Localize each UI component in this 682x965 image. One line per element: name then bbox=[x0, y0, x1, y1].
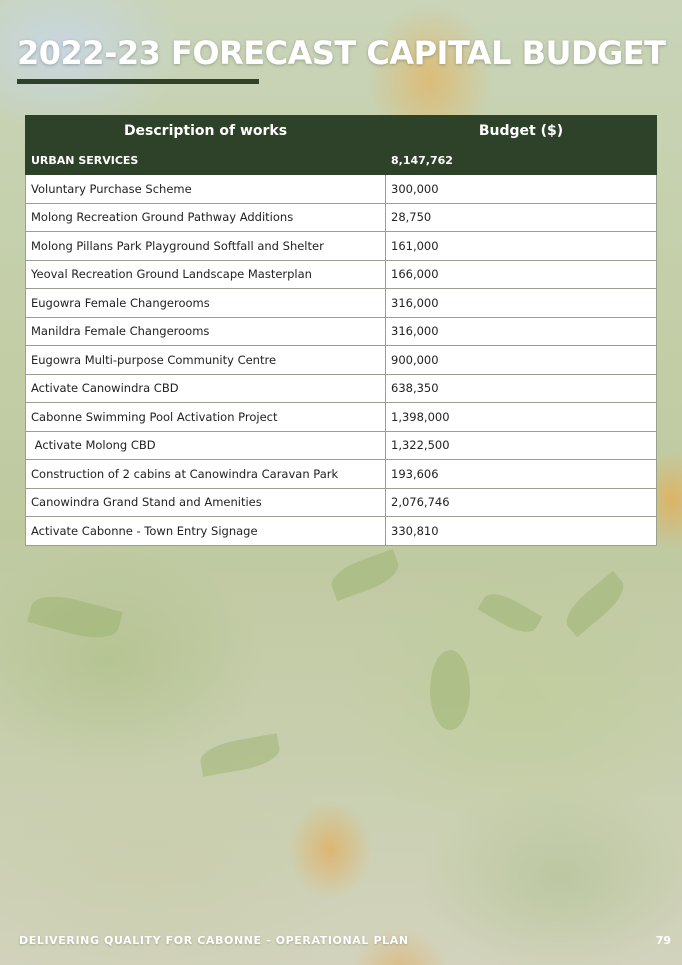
cell-description: Activate Canowindra CBD bbox=[26, 374, 386, 403]
column-header-budget: Budget ($) bbox=[386, 116, 657, 146]
cell-description: Yeoval Recreation Ground Landscape Masterplan bbox=[26, 260, 386, 289]
cell-budget: 161,000 bbox=[386, 232, 657, 261]
table-row bbox=[26, 374, 657, 403]
cell-budget: 193,606 bbox=[386, 460, 657, 489]
cell-budget: 330,810 bbox=[386, 517, 657, 546]
cell-description: Manildra Female Changerooms bbox=[26, 317, 386, 346]
cell-budget: 1,322,500 bbox=[386, 431, 657, 460]
cell-budget: 900,000 bbox=[386, 346, 657, 375]
table-row bbox=[26, 232, 657, 261]
cell-description: Voluntary Purchase Scheme bbox=[26, 175, 386, 204]
cell-description: Cabonne Swimming Pool Activation Project bbox=[26, 403, 386, 432]
group-total: 8,147,762 bbox=[386, 146, 657, 175]
cell-description: Eugowra Multi-purpose Community Centre bbox=[26, 346, 386, 375]
cell-budget: 638,350 bbox=[386, 374, 657, 403]
table-row bbox=[26, 175, 657, 204]
cell-budget: 316,000 bbox=[386, 289, 657, 318]
background-leaf bbox=[27, 589, 123, 645]
cell-description: Eugowra Female Changerooms bbox=[26, 289, 386, 318]
table-row bbox=[26, 317, 657, 346]
footer-text: DELIVERING QUALITY FOR CABONNE - OPERATIONAL PLAN bbox=[19, 934, 409, 947]
table-row bbox=[26, 203, 657, 232]
cell-budget: 28,750 bbox=[386, 203, 657, 232]
table-row bbox=[26, 460, 657, 489]
cell-budget: 166,000 bbox=[386, 260, 657, 289]
table-row bbox=[26, 517, 657, 546]
background-leaf bbox=[430, 650, 470, 730]
cell-description: Construction of 2 cabins at Canowindra Caravan Park bbox=[26, 460, 386, 489]
table-row bbox=[26, 431, 657, 460]
cell-budget: 300,000 bbox=[386, 175, 657, 204]
cell-budget: 1,398,000 bbox=[386, 403, 657, 432]
table-row bbox=[26, 346, 657, 375]
table-header-row bbox=[26, 116, 657, 146]
page-title: 2022-23 FORECAST CAPITAL BUDGET bbox=[17, 34, 666, 72]
table-row bbox=[26, 289, 657, 318]
background-leaf bbox=[327, 549, 403, 601]
capital-budget-table bbox=[25, 115, 657, 546]
table-row bbox=[26, 260, 657, 289]
page-number: 79 bbox=[655, 934, 671, 947]
group-row bbox=[26, 146, 657, 175]
group-label: URBAN SERVICES bbox=[26, 146, 386, 175]
cell-budget: 316,000 bbox=[386, 317, 657, 346]
table-row bbox=[26, 488, 657, 517]
cell-description: Activate Cabonne - Town Entry Signage bbox=[26, 517, 386, 546]
background-leaf bbox=[559, 571, 631, 637]
background-leaf bbox=[198, 733, 282, 776]
cell-description: Molong Pillans Park Playground Softfall and Shelter bbox=[26, 232, 386, 261]
column-header-description: Description of works bbox=[26, 116, 386, 146]
cell-description: Molong Recreation Ground Pathway Additions bbox=[26, 203, 386, 232]
title-underline bbox=[17, 79, 259, 84]
background-leaf bbox=[478, 587, 543, 640]
table-row bbox=[26, 403, 657, 432]
cell-description: Canowindra Grand Stand and Amenities bbox=[26, 488, 386, 517]
cell-budget: 2,076,746 bbox=[386, 488, 657, 517]
cell-description: Activate Molong CBD bbox=[26, 431, 386, 460]
